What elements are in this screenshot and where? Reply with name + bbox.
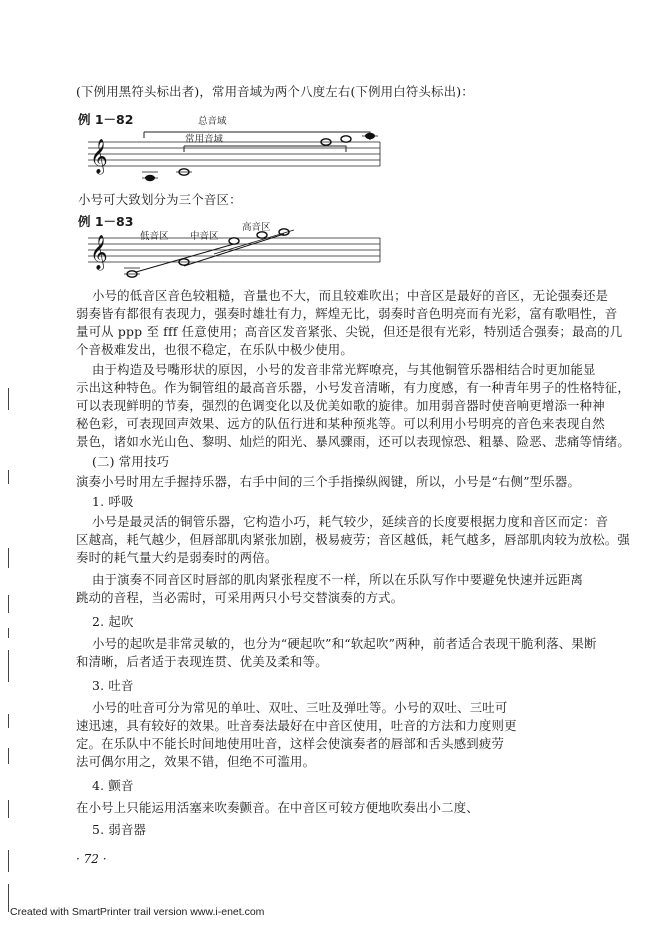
total-range-label: 总音域 <box>198 116 227 127</box>
para7-line3: 定。在乐队中不能长时间地使用吐音，这样会使演奏者的唇部和舌头感到疲劳 <box>76 736 505 751</box>
margin-mark-2 <box>8 470 9 484</box>
heading-trill: 4. 颤音 <box>92 778 134 793</box>
para5-line2: 跳动的音程，当必需时，可采用两只小号交替演奏的方式。 <box>76 590 404 605</box>
margin-mark-11 <box>8 884 9 912</box>
section-heading: (二) 常用技巧 <box>92 454 170 469</box>
margin-mark-4 <box>8 595 9 613</box>
margin-mark-6 <box>8 650 9 682</box>
watermark-footer: Created with SmartPrinter trail version www.i-enet.com <box>10 906 265 918</box>
para4-line3: 奏时的耗气量大约是弱奏时的两倍。 <box>76 550 278 565</box>
page-number: · 72 · <box>76 852 107 866</box>
para2-line2: 示出这种特色。作为铜管组的最高音乐器，小号发音清晰，有力度感，有一种青年男子的性格特征， <box>76 380 630 395</box>
para1-line3: 量可从 ppp 至 fff 任意使用；高音区发音紧张、尖锐，但还是很有光彩，特别适合强奏；最高的几 <box>76 324 623 339</box>
margin-mark-3 <box>8 548 9 568</box>
para2-line4: 秘色彩，可表现回声效果、远方的队伍行进和某种预兆等。可以利用小号明亮的音色来表现自然 <box>76 416 605 431</box>
margin-mark-1 <box>8 388 9 410</box>
heading-breathing: 1. 呼吸 <box>92 494 134 509</box>
para4-line2: 区越高，耗气越少，但唇部肌肉紧张加剧，极易疲劳；音区越低，耗气越多，唇部肌肉较为放松。强 <box>76 532 630 547</box>
para8: 在小号上只能运用活塞来吹奏颤音。在中音区可较方便地吹奏出小二度、 <box>76 800 479 815</box>
register-intro: 小号可大致划分为三个音区： <box>78 192 242 207</box>
para2-line5: 景色，诸如水光山色、黎明、灿烂的阳光、暴风骤雨，还可以表现惊恐、粗暴、险恶、悲痛等情绪。 <box>76 434 630 449</box>
heading-tonguing: 3. 吐音 <box>92 678 134 693</box>
staff-example-83 <box>84 226 384 282</box>
para6-line1: 小号的起吹是非常灵敏的，也分为“硬起吹”和“软起吹”两种，前者适合表现干脆利落、果断 <box>92 636 597 651</box>
para7-line1: 小号的吐音可分为常见的单吐、双吐、三吐及弹吐等。小号的双吐、三吐可 <box>92 700 508 715</box>
para7-line4: 法可偶尔用之，效果不错，但绝不可滥用。 <box>76 754 316 769</box>
intro-line: (下例用黑符头标出者)，常用音域为两个八度左右(下例用白符头标出)： <box>76 84 474 99</box>
common-range-label: 常用音域 <box>185 134 224 145</box>
para2-line3: 可以表现鲜明的节奏，强烈的色调变化以及优美如歌的旋律。加用弱音器时使音响更增添一种神 <box>76 398 605 413</box>
example-83-label: 例 1－83 <box>78 214 134 229</box>
heading-mute: 5. 弱音器 <box>92 822 147 837</box>
low-register-label: 低音区 <box>140 231 169 242</box>
heading-attack: 2. 起吹 <box>92 614 134 629</box>
example-82-label: 例 1－82 <box>78 112 134 127</box>
para2-line1: 由于构造及号嘴形状的原因，小号的发音非常光辉嘹亮，与其他铜管乐器相结合时更加能显 <box>92 362 596 377</box>
para4-line1: 小号是最灵活的铜管乐器，它构造小巧，耗气较少，延续音的长度要根据力度和音区而定：音 <box>92 514 609 529</box>
mid-register-label: 中音区 <box>190 231 219 242</box>
margin-mark-10 <box>8 850 9 872</box>
para1-line2: 弱奏皆有都很有表现力，强奏时雄壮有力，辉煌无比，弱奏时音色明亮而有光彩，富有歌唱性，音 <box>76 306 618 321</box>
high-register-label: 高音区 <box>242 222 271 233</box>
margin-mark-5 <box>8 628 9 638</box>
svg-text:𝄞: 𝄞 <box>90 139 108 174</box>
para6-line2: 和清晰，后者适于表现连贯、优美及柔和等。 <box>76 654 328 669</box>
svg-text:𝄞: 𝄞 <box>90 235 108 270</box>
para3: 演奏小号时用左手握持乐器，右手中间的三个手指操纵阀键，所以，小号是“右侧”型乐器。 <box>76 474 581 489</box>
para1-line4: 个音极难发出，也很不稳定，在乐队中极少使用。 <box>76 342 353 357</box>
para7-line2: 速迅速，具有较好的效果。吐音奏法最好在中音区使用，吐音的方法和力度则更 <box>76 718 517 733</box>
para5-line1: 由于演奏不同音区时唇部的肌肉紧张程度不一样，所以在乐队写作中要避免快速并远距离 <box>92 572 584 587</box>
para1-line1: 小号的低音区音色较粗糙，音量也不大，而且较难吹出；中音区是最好的音区，无论强奏还是 <box>92 288 609 303</box>
staff-example-82 <box>84 118 384 184</box>
margin-mark-7 <box>8 714 9 728</box>
margin-mark-9 <box>8 800 9 818</box>
margin-mark-8 <box>8 748 9 764</box>
